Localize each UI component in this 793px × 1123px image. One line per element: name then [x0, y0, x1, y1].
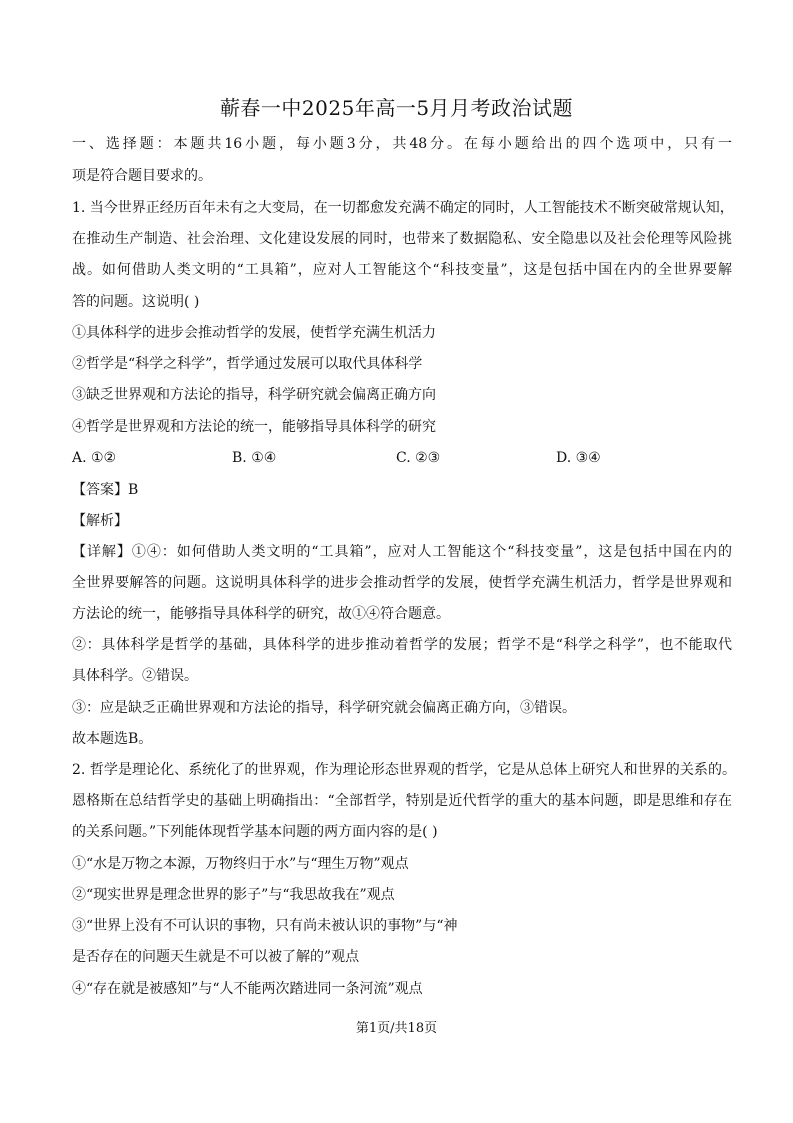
q1-analysis-line: ③：应是缺乏正确世界观和方法论的指导，科学研究就会偏离正确方向，③错误。: [72, 700, 576, 716]
q1-stem-line: 战。如何借助人类文明的“工具箱”，应对人工智能这个“科技变量”，这是包括中国在内的全世界要解: [72, 262, 732, 278]
q1-analysis-heading: 【解析】: [72, 513, 128, 529]
q2-statement: ④“存在就是被感知”与“人不能两次踏进同一条河流”观点: [72, 981, 423, 997]
page-number: 第1页/共18页: [355, 1021, 438, 1036]
q1-analysis-line: 全世界要解答的问题。这说明具体科学的进步会推动哲学的发展，使哲学充满生机活力，哲学是世界观和: [72, 575, 732, 591]
section-instructions-line-1: 一、选择题：本题共16小题，每小题3分，共48分。在每小题给出的四个选项中，只有一: [72, 136, 732, 152]
q1-analysis-line: ②：具体科学是哲学的基础，具体科学的进步推动着哲学的发展；哲学不是“科学之科学”，也不能取代: [72, 637, 732, 653]
q2-statement: ①“水是万物之本源，万物终归于水”与“理生万物”观点: [72, 856, 409, 872]
q2-statement: ②“现实世界是理念世界的影子”与“我思故我在”观点: [72, 887, 395, 903]
q1-analysis-line: 具体科学。②错误。: [72, 668, 198, 684]
q1-answer: 【答案】B: [72, 482, 139, 498]
q1-option-b: B. ①④: [232, 450, 277, 466]
q1-statement: ③缺乏世界观和方法论的指导，科学研究就会偏离正确方向: [72, 387, 436, 403]
q1-stem-line: 1. 当今世界正经历百年未有之大变局，在一切都愈发充满不确定的同时，人工智能技术不断突破常规认知，: [72, 200, 734, 216]
q1-stem-line: 在推动生产制造、社会治理、文化建设发展的同时，也带来了数据隐私、安全隐患以及社会伦理等风险挑: [72, 231, 732, 247]
q1-analysis-line: 故本题选B。: [72, 731, 153, 747]
q2-stem-line: 2. 哲学是理论化、系统化了的世界观，作为理论形态世界观的哲学，它是从总体上研究人和世界的关系的。: [72, 762, 736, 778]
q1-statement: ④哲学是世界观和方法论的统一，能够指导具体科学的研究: [72, 419, 436, 435]
q1-analysis-line: 【详解】①④：如何借助人类文明的“工具箱”，应对人工智能这个“科技变量”，这是包括中国在内的: [72, 544, 732, 560]
q2-stem-line: 恩格斯在总结哲学史的基础上明确指出：“全部哲学，特别是近代哲学的重大的基本问题，即是思维和存在: [72, 793, 732, 809]
q1-statement: ①具体科学的进步会推动哲学的发展，使哲学充满生机活力: [72, 325, 436, 341]
q1-statement: ②哲学是“科学之科学”，哲学通过发展可以取代具体科学: [72, 356, 423, 372]
q2-stem-line: 的关系问题。”下列能体现哲学基本问题的两方面内容的是( ): [72, 824, 438, 840]
section-instructions-line-2: 项是符合题目要求的。: [72, 168, 212, 184]
page-title: 蕲春一中2025年高一5月月考政治试题: [219, 96, 574, 120]
q1-option-d: D. ③④: [556, 450, 601, 466]
q2-statement: ③“世界上没有不可认识的事物，只有尚未被认识的事物”与“神: [72, 918, 458, 934]
q1-option-c: C. ②③: [396, 450, 441, 466]
q2-statement: 是否存在的问题天生就是不可以被了解的”观点: [72, 949, 360, 965]
q1-option-a: A. ①②: [72, 450, 117, 466]
q1-analysis-line: 方法论的统一，能够指导具体科学的研究，故①④符合题意。: [72, 606, 450, 622]
q1-stem-line: 答的问题。这说明( ): [72, 294, 200, 310]
